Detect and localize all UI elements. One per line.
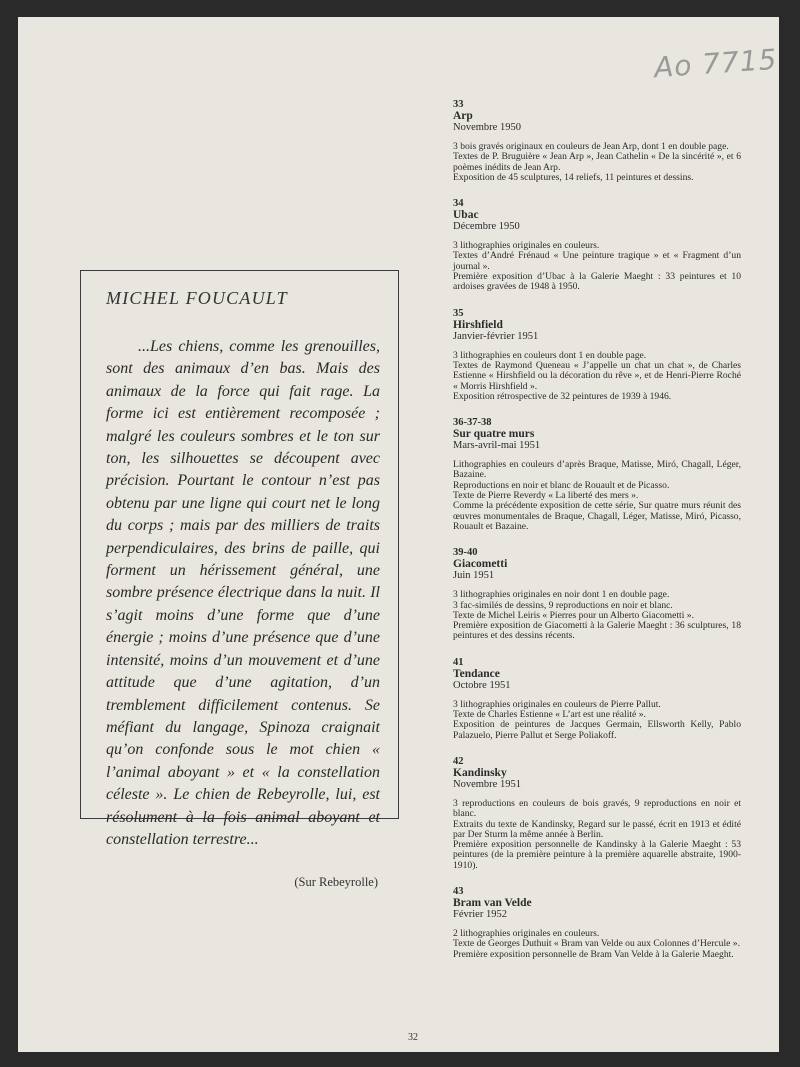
catalogue-entries bbox=[453, 99, 741, 975]
entry-line: Texte de Georges Duthuit « Bram van Velde ou aux Colonnes d’Hercule ». bbox=[453, 938, 740, 950]
entry-title: Ubac bbox=[453, 209, 479, 222]
entry-date: Juin 1951 bbox=[453, 570, 495, 582]
page-number: 32 bbox=[408, 1032, 418, 1043]
catalogue-entry bbox=[453, 657, 741, 741]
quote-text: ...Les chiens, comme les grenouilles, sont des animaux d’en bas. Mais des animaux de la force qui fait rage. La forme ici est entièrement recomposée ; malgré les couleurs sombres et le ton sur ton, les silhouettes se découpent avec précision. Pourtant le contour n’est pas obtenu par une ligne qui court net le long du corps ; mais par des milliers de traits perpendiculaires, des brins de paille, qui forment un hérissement général, une sombre présence électrique dans la nuit. Il s’agit moins d’une forme que d’une énergie ; moins d’une présence que d’une intensité, moins d’un mouvement et d’une attitude que d’une agitation, d’un tremblement difficilement contenus. Se méfiant du langage, Spinoza craignait qu’on confonde sous le mot chien « l’animal aboyant » et « la constellation céleste ». Le chien de Rebeyrolle, lui, est résolument à la fois animal aboyant et constellation terrestre... bbox=[106, 338, 380, 848]
entry-title: Tendance bbox=[453, 667, 500, 680]
quote-source: (Sur Rebeyrolle) bbox=[294, 875, 378, 890]
entry-line: Textes de P. Bruguière « Jean Arp », Jean Cathelin « De la sincérité », et 6 poèmes inédits de Jean Arp. bbox=[453, 151, 741, 173]
catalogue-entry bbox=[453, 547, 741, 641]
entry-line: Première exposition personnelle de Bram Van Velde à la Galerie Maeght. bbox=[453, 948, 734, 960]
entry-date: Novembre 1951 bbox=[453, 778, 521, 790]
entry-line: Lithographies en couleurs d’après Braque, Matisse, Miró, Chagall, Léger, Bazaine. bbox=[453, 459, 741, 481]
entry-line: 3 reproductions en couleurs de bois gravés, 9 reproductions en noir et blanc. bbox=[453, 797, 741, 820]
entry-line: Textes de Raymond Queneau « J’appelle un chat un chat », de Charles Estienne « Hirshfield ou la décoration du rêve », et de Henri-Pierre Roché « Morris Hirshfield ». bbox=[453, 359, 741, 392]
entry-line: Extraits du texte de Kandinsky, Regard sur le passé, écrit en 1913 et édité par Der Sturm la même année à Berlin. bbox=[453, 818, 741, 840]
entry-description bbox=[453, 700, 741, 741]
catalogue-entry bbox=[453, 756, 741, 871]
entry-description bbox=[453, 241, 741, 292]
entry-line: 3 lithographies originales en couleurs. bbox=[453, 240, 600, 252]
entry-line: Texte de Michel Leiris « Pierres pour un Alberto Giacometti ». bbox=[453, 609, 694, 621]
entry-number: 42 bbox=[453, 755, 464, 767]
entry-line: Première exposition de Giacometti à la Galerie Maeght : 36 sculptures, 18 peintures et des dessins récents. bbox=[453, 620, 741, 642]
entry-description bbox=[453, 351, 741, 402]
entry-title: Hirshfield bbox=[453, 318, 503, 331]
entry-title: Bram van Velde bbox=[453, 896, 532, 909]
entry-date: Février 1952 bbox=[453, 908, 507, 920]
quote-box bbox=[80, 270, 399, 890]
entry-description bbox=[453, 460, 741, 532]
entry-date: Janvier-février 1951 bbox=[453, 330, 539, 342]
entry-title: Giacometti bbox=[453, 558, 508, 571]
entry-number: 33 bbox=[453, 99, 464, 110]
entry-number: 34 bbox=[453, 198, 464, 210]
entry-date: Mars-avril-mai 1951 bbox=[453, 440, 541, 452]
document-page bbox=[18, 17, 779, 1052]
catalogue-entry bbox=[453, 198, 741, 292]
entry-description bbox=[453, 929, 741, 960]
entry-line: Exposition rétrospective de 32 peintures de 1939 à 1946. bbox=[453, 390, 672, 402]
catalogue-entry bbox=[453, 308, 741, 402]
entry-description bbox=[453, 799, 741, 871]
entry-line: Texte de Pierre Reverdy « La liberté des mers ». bbox=[453, 490, 639, 502]
entry-description bbox=[453, 590, 741, 641]
entry-number: 35 bbox=[453, 307, 464, 319]
entry-line: 3 lithographies originales en couleurs de Pierre Pallut. bbox=[453, 698, 661, 710]
entry-line: Comme la précédente exposition de cette série, Sur quatre murs réunit des œuvres monumentales de Braque, Chagall, Léger, Matisse, Miró, Picasso, Rouault et Bazaine. bbox=[453, 500, 741, 532]
entry-line: Texte de Charles Estienne « L’art est une réalité ». bbox=[453, 709, 646, 721]
entry-description bbox=[453, 142, 741, 183]
entry-line: 3 lithographies en couleurs dont 1 en double page. bbox=[453, 349, 647, 361]
entry-line: Exposition de peintures de Jacques Germain, Ellsworth Kelly, Pablo Palazuelo, Pierre Pallut et Serge Poliakoff. bbox=[453, 719, 741, 741]
handwritten-annotation: Ao 7715 bbox=[652, 42, 779, 85]
quote-author: MICHEL FOUCAULT bbox=[106, 288, 288, 308]
entry-number: 39-40 bbox=[453, 547, 478, 559]
entry-number: 43 bbox=[453, 885, 464, 897]
entry-line: 3 bois gravés originaux en couleurs de Jean Arp, dont 1 en double page. bbox=[453, 141, 729, 152]
entry-line: Exposition de 45 sculptures, 14 reliefs, 11 peintures et dessins. bbox=[453, 171, 694, 183]
entry-line: 3 fac-similés de dessins, 9 reproductions en noir et blanc. bbox=[453, 599, 673, 611]
entry-line: 2 lithographies originales en couleurs. bbox=[453, 927, 600, 939]
entry-date: Octobre 1951 bbox=[453, 679, 511, 691]
entry-line: Première exposition d’Ubac à la Galerie Maeght : 33 peintures et 10 ardoises gravées de 1948 à 1950. bbox=[453, 271, 741, 293]
entry-title: Sur quatre murs bbox=[453, 428, 535, 441]
catalogue-entry bbox=[453, 417, 741, 532]
entry-line: 3 lithographies originales en noir dont 1 en double page. bbox=[453, 589, 670, 601]
entry-date: Décembre 1950 bbox=[453, 221, 520, 233]
entry-number: 41 bbox=[453, 656, 464, 668]
catalogue-entry bbox=[453, 886, 741, 960]
entry-title: Arp bbox=[453, 110, 473, 122]
entry-line: Reproductions en noir et blanc de Rouault et de Picasso. bbox=[453, 479, 670, 491]
entry-title: Kandinsky bbox=[453, 766, 507, 779]
catalogue-entry bbox=[453, 99, 741, 183]
entry-line: Première exposition personnelle de Kandinsky à la Galerie Maeght : 53 peintures (de la première peinture à la première aquarelle abstraite, 1900-1910). bbox=[453, 839, 741, 871]
entry-number: 36-37-38 bbox=[453, 417, 492, 429]
entry-line: Textes d’André Frénaud « Une peinture tragique » et « Fragment d’un journal ». bbox=[453, 250, 741, 272]
entry-date: Novembre 1950 bbox=[453, 122, 521, 133]
